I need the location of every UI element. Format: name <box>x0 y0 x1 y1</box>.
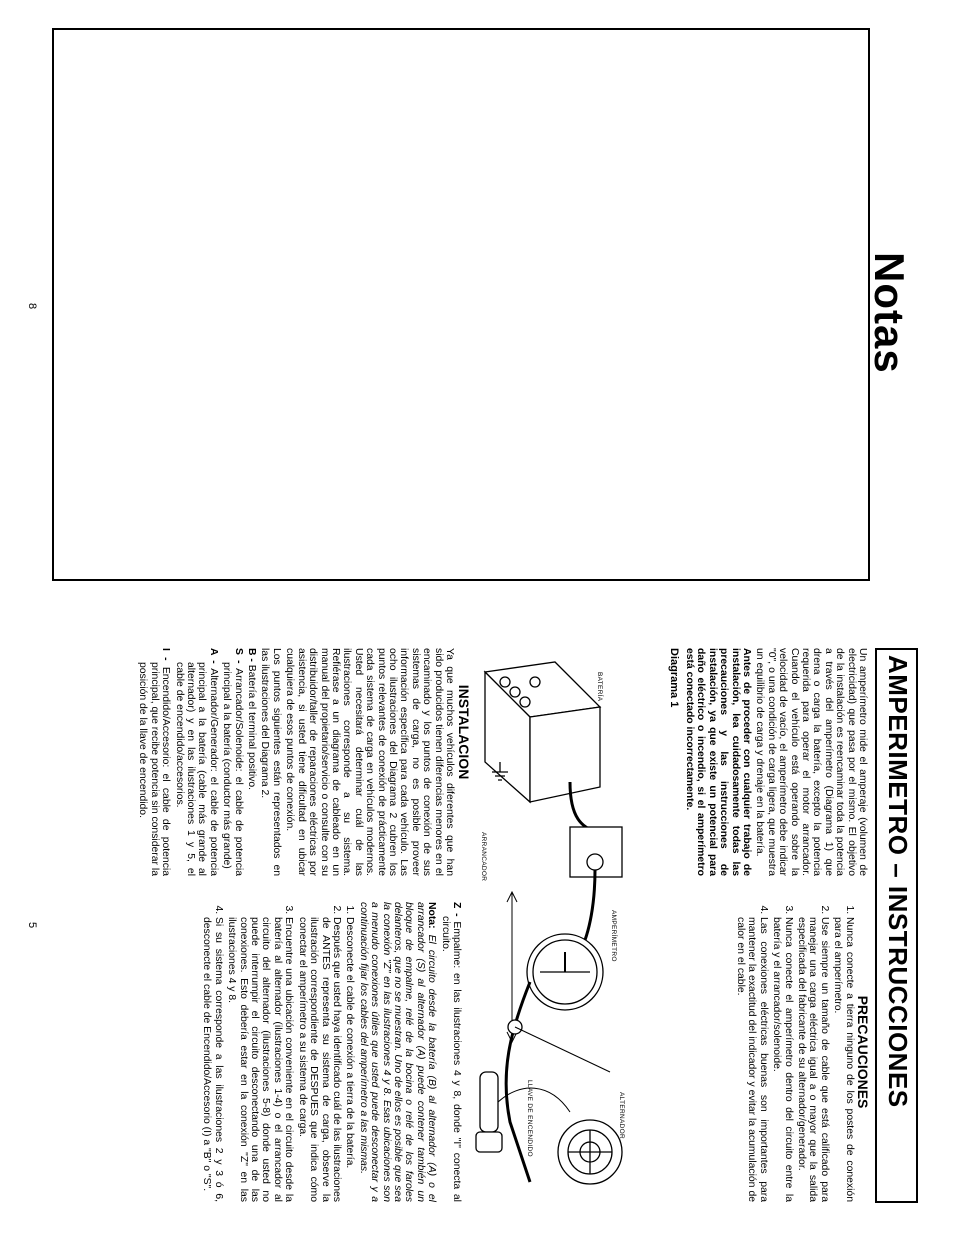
step-item: 4. Si su sistema corresponde a las ilustraciones 2 y 3 ó 6, desconecte el cable de Encendido/Accesorio (I) a "B" o "S". <box>201 917 224 1202</box>
precautions-heading: PRECAUCIONES <box>855 995 871 1109</box>
steps-column <box>199 902 462 1202</box>
precaution-item: 4. Las conexiones eléctricas buenas son importantes para mantener la exactitud del indicador y evitar la acumulación de calor en el cable. <box>735 917 769 1202</box>
warning-paragraph: Antes de proceder con cualquier trabajo de instalación, lea cuidadosamente todas las precauciones y las instrucciones de instalación, ya que existe un potencial para daño eléctrico o incendio, si el amperímetro está conectado incorrectamente. <box>683 648 752 876</box>
page-title: AMPERIMETRO – INSTRUCCIONES <box>883 655 913 1108</box>
installation-heading: INSTALACION <box>456 684 472 780</box>
def-z: Z - Empalme: en las ilustraciones 4 y 8, donde "I" conecta al circuito. <box>439 902 462 1202</box>
precaution-item: 3. Nunca conecte el amperímetro dentro del circuito entre la batería y el arrancador/solenoide. <box>771 917 794 1202</box>
installation-p1: Ya que muchos vehículos diferentes que han sido producidos tienen diferencias menores en el encaminado y los puntos de conexión de sus sistemas de carga, no es posible proveer información específica para cada vehículo. Las ocho ilustraciones del Diagrama 2 cubren los puntos relevantes de conexión de prácticamente cada sistema de carga en vehículos modernos. Usted necesitará determinar cuál de las ilustraciones corresponde a su sistema. Refiérase a un diagrama de cableado en un manual del propietario/servicio o consulte con su distribuidor/taller de reparaciones eléctricas por asistencia, si usted tiene dificultad en ubicar cualquiera de esos puntos de conexión. <box>284 648 455 876</box>
ammeter-label: AMPERÍMETRO <box>610 910 617 962</box>
starter-label: ARRANCADOR <box>480 832 487 882</box>
intro-column <box>664 648 868 876</box>
intro-paragraph: Un amperímetro mide el amperaje (volumen de electricidad) que pasa por el mismo. El objetivo de la instalación es reencaminar toda la potencia a través del amperímetro (Diagrama 1) que drena o carga la batería, excepto la potencia requerida para operar el motor arrancador. Cuando el vehículo está operando sobre la velocidad de vacío, el amperímetro debe indicar "0", o una condición de carga ligera, que muestra un equilibrio de carga y drenaje en la batería. <box>754 648 868 876</box>
def-b: B - Batería el terminal positivo. <box>246 648 258 791</box>
installation-column <box>456 648 472 876</box>
step-item: 3. Encuentre una ubicación conveniente en el circuito desde la batería al alternador (ilustraciones 1-4) o el arrancador al circuito del alternador (ilustraciones 5-8) donde usted no puede interrumpir el circuito desconectando una de las conexiones. Esto debería estar en la conexión "Z" en las ilustraciones 4 y 8. <box>226 917 294 1202</box>
diagram-title: Diagrama 1 <box>668 648 681 708</box>
precaution-item: 2. Use siempre un tamaño de cable que está calificado para manejar una carga eléctrica igual a o mayor que la salida especificada del fabricante de su alternador/generador. <box>796 917 830 1202</box>
installation-body <box>135 648 455 876</box>
page-number-right: 5 <box>26 922 38 929</box>
step-item: 2. Después que usted haya identificado cuál de las ilustraciones de ANTES representa su sistema de carga, observe la ilustración correspondiente de DESPUES que indica cómo conectar el amperímetro a su sistema de carga. <box>296 917 342 1202</box>
precaution-item: 1. Nunca conecte a tierra ninguno de los postes de conexión para el amperímetro. <box>832 917 855 1202</box>
note-paragraph: Nota: El circuito desde la batería (B) al alternador (A) o el arrancador (S) al alternador (A) puede contener también un bloque de empalme, relé de la bocina o relé de los faroles delanteros, que no se muestran. Uno de ellos es posible que sea la conexión "Z" en las ilustraciones 4 y 8. Esas ubicaciones son a menudo conexiones útiles que usted puede desconectar y a continuación fijar los cables del amperímetro a las mismas. <box>357 902 438 1202</box>
precautions-column <box>733 902 871 1202</box>
ignition-label: LLAVE DE ENCENDIDO <box>526 1080 533 1157</box>
ammeter-icon <box>527 934 603 1010</box>
installation-p2: Los puntos siguientes están representados en las ilustraciones del Diagrama 2. <box>259 648 282 876</box>
wiring-diagram <box>470 652 625 1222</box>
battery-label: BATERÍA <box>596 672 603 702</box>
step-item: 1. Desconecte el cable de conexión a tierra de la batería. <box>344 917 355 1202</box>
def-a: A - Alternador/Generador: el cable de potencia principal a la batería (cable más grande al alternador) y en las ilustraciones 1 y 5, el cable de encendido/accesorios. <box>173 648 219 876</box>
page-number-left: 8 <box>26 303 38 310</box>
alternator-icon <box>558 1120 622 1184</box>
ignition-key-icon <box>476 1072 502 1152</box>
battery-icon <box>485 662 600 802</box>
notes-title: Notas <box>866 252 913 374</box>
notes-box <box>52 28 870 581</box>
def-s: S - Arrancador/Solenoide: el cable de potencia principal a la batería (conductor más grande) <box>221 648 244 876</box>
alternator-label: ALTERNADOR <box>618 1092 625 1139</box>
def-i: I - Encendido/Accesorio: el cable de potencia principal, que recibe potencia sin considerar la posición de la llave de encendido. <box>137 648 172 876</box>
